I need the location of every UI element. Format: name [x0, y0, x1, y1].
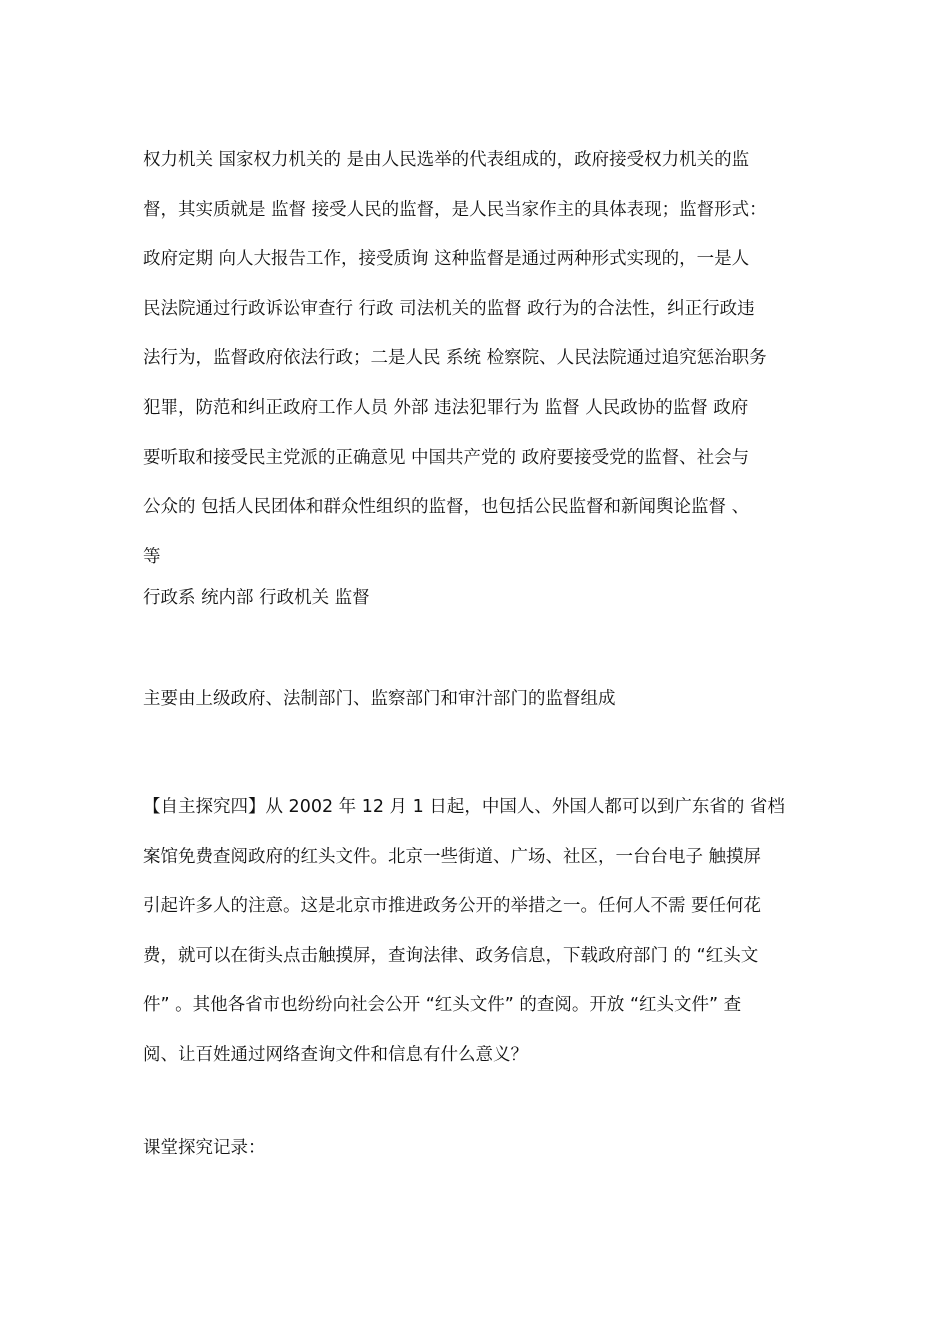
- text-line: 督，其实质就是 监督 接受人民的监督，是人民当家作主的具体表现；监督形式：: [143, 199, 767, 220]
- text-line: 权力机关 国家权力机关的 是由人民选举的代表组成的，政府接受权力机关的监: [143, 150, 750, 170]
- class-record-label: [143, 1133, 811, 1163]
- text-line: 政府定期 向人大报告工作，接受质询 这种监督是通过两种形式实现的，一是人: [143, 249, 750, 270]
- text-line: 要听取和接受民主党派的正确意见 中国共产党的 政府要接受党的监督、社会与: [143, 447, 750, 468]
- text-line: 行政系 统内部 行政机关 监督: [143, 588, 370, 608]
- text-line: 费，就可以在街头点击触摸屏，查询法律、政务信息，下载政府部门 的 “红头文: [143, 945, 759, 966]
- text-line: 引起许多人的注意。这是北京市推进政务公开的举措之一。任何人不需 要任何花: [143, 896, 762, 917]
- text-line: 犯罪，防范和纠正政府工作人员 外部 违法犯罪行为 监督 人民政协的监督 政府: [143, 397, 749, 418]
- internal-supervision-description: [143, 684, 811, 714]
- text-line: 【自主探究四】从 2002 年 12 月 1 日起，中国人、外国人都可以到广东省的 省档: [143, 797, 785, 817]
- text-line: 案馆免费查阅政府的红头文件。北京一些街道、广场、社区，一台台电子 触摸屏: [143, 846, 762, 867]
- text-line: 阅、让百姓通过网络查询文件和信息有什么意义？: [143, 1044, 528, 1065]
- text-line: 公众的 包括人民团体和群众性组织的监督，也包括公民监督和新闻舆论监督 、: [143, 497, 750, 518]
- text-line: 课堂探究记录：: [143, 1138, 266, 1158]
- text-line: 主要由上级政府、法制部门、监察部门和审汁部门的监督组成: [143, 689, 616, 709]
- supervision-paragraph: [143, 136, 811, 582]
- text-line: 件” 。其他各省市也纷纷向社会公开 “红头文件” 的查阅。开放 “红头文件” 查: [143, 995, 742, 1016]
- text-line: 民法院通过行政诉讼审查行 行政 司法机关的监督 政行为的合法性，纠正行政违: [143, 298, 755, 319]
- text-line: 等: [143, 546, 161, 567]
- inquiry-four-paragraph: [143, 783, 811, 1081]
- internal-supervision-heading: [143, 583, 811, 613]
- text-line: 法行为，监督政府依法行政；二是人民 系统 检察院、人民法院通过追究惩治职务: [143, 348, 767, 369]
